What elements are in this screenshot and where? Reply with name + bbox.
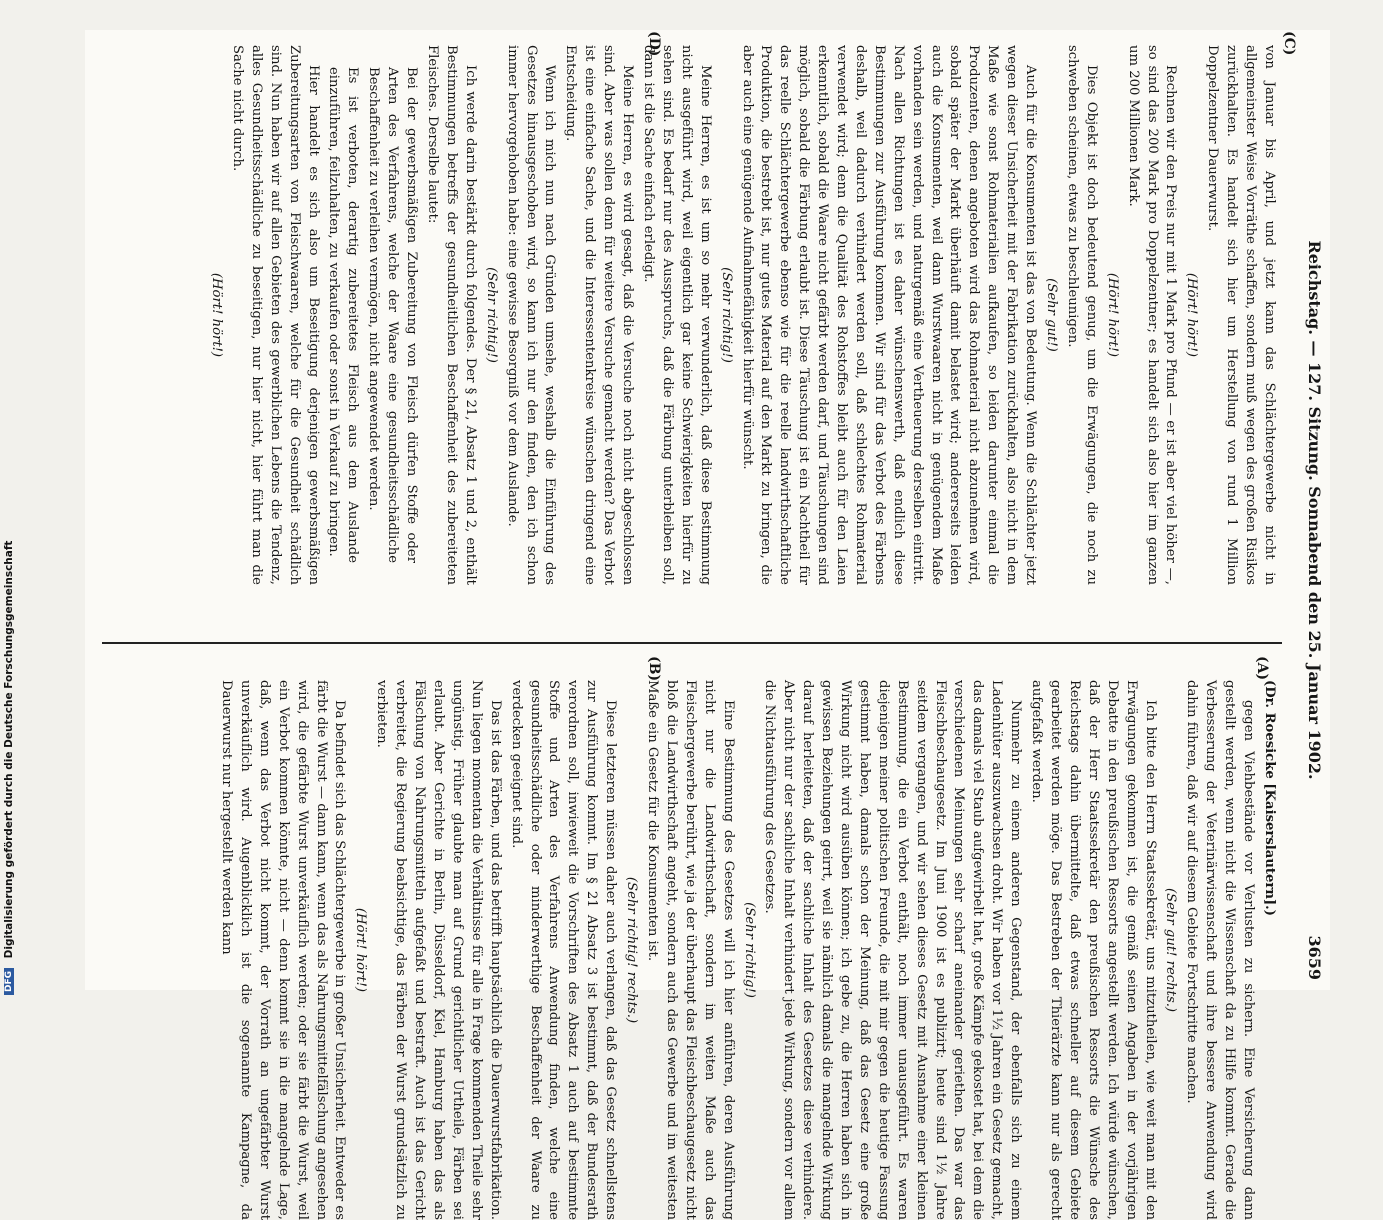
dfg-logo-icon: DFG (4, 968, 14, 995)
text-column-right (204, 45, 1278, 585)
paragraph: Eine Bestimmung des Gesetzes will ich hier anführen, deren Ausführung nicht nur die Landwirthschaft, sondern im weiten Maße auch das Fleischergewerbe berührt, wie ja der überhaupt das Fleischbeschaugesetz nicht bloß die Landwirthschaft angeht, sondern auch das Gewerbe und im weitesten Maße ein Gesetz für die Konsumenten ist. (645, 680, 736, 1220)
interjection: (Sehr richtig!) (718, 267, 734, 363)
text-column-left (214, 680, 1278, 1220)
interjection: (Hört! hört!) (353, 907, 369, 993)
paragraph: Auch für die Konsumenten ist das von Bedeutung. Wenn die Schlächter jetzt wegen dieser Unsicherheit mit der Fabrikation zurückhalten, also nicht in dem Maße wie sonst Rohmaterialien aufkaufen, so leiden darunter einmal die Produzenten, denen angeboten wird das Rohmaterial nicht abzunehmen wird, sobald später der Markt überhäuft damit belastet wird; andererseits leiden auch die Konsumenten, weil dann Wurstwaaren nicht in genügendem Maße vorhanden sein werden, und naturgemäß eine Vertheuerung derselben eintritt. Nach allen Richtungen ist es daher wünschenswerth, daß endlich diese Bestimmungen zur Ausführung kommen. Wir sind für das Verbot des Färbens deshalb, weil dadurch verhindert werden soll, daß schlechtes Rohmaterial verwendet wird; denn die Qualität des Rohstoffes bleibt auch für den Laien erkenntlich, sobald die Waare nicht gefärbt werden darf, und Täuschungen sind möglich, sobald die Färbung erlaubt ist. Diese Täuschung ist ein Nachtheil für das reelle Schlächtergewerbe ebenso wie für die reelle landwirthschaftliche Produktion, die bestrebt ist, nur gutes Material auf den Markt zu bringen, die aber auch eine genügende Aufnahmefähigkeit hierfür wünscht. (739, 45, 1039, 585)
paragraph: Rechnen wir den Preis nur mit 1 Mark pro Pfund — er ist aber viel höher —, so sind das 200 Mark pro Doppelzentner; es handelt sich also hier im ganzen um 200 Millionen Mark. (1125, 45, 1179, 585)
margin-marker-d: (D) (646, 31, 662, 57)
paragraph: Meine Herren, es ist um so mehr verwunderlich, daß diese Bestimmung nicht ausgeführt wird, weil eigentlich gar keine Schwierigkeiten hierfür zu sehen sind. Es bedarf nur des Ausspruchs, daß die Färbung unterbleiben soll, dann ist die Sache einfach erledigt. (641, 45, 713, 585)
scanned-page (85, 30, 1330, 1220)
paragraph: Meine Herren, es wird gesagt, daß die Versuche noch nicht abgeschlossen sind. Aber was sollen denn für weitere Versuche gemacht werden? Das Verbot ist eine einfache Sache, und die Interessentenkreise wünschen dringend eine Entscheidung. (563, 45, 636, 585)
banner-text: Digitalisierung gefördert durch die Deutsche Forschungsgemeinschaft (3, 540, 15, 959)
column-divider (102, 642, 1282, 644)
running-title: Reichstag. — 127. Sitzung. Sonnabend den 25. Januar 1902. (1305, 240, 1324, 780)
paragraph: Das ist das Färben, und das betrifft hauptsächlich die Dauerwurstfabrikation. Nun liegen momentan die Verhältnisse für alle in Frage kommenden Theile sehr ungünstig. Früher glaubte man auf Grund gerichtlicher Urtheile, Färben sei erlaubt. Aber Gerichte in Berlin, Düsseldorf, Kiel, Hamburg haben das als Fälschung von Nahrungsmitteln aufgefaßt und bestraft. Auch ist das Gericht verbreitet, die Regierung beabsichtige, das Färben der Wurst grundsätzlich zu verbieten. (374, 680, 503, 1220)
paragraph: Dies Objekt ist doch bedeutend genug, um die Erwägungen, die noch zu schweben scheinen, etwas zu beschleunigen. (1064, 45, 1099, 585)
paragraph: von Januar bis April, und jetzt kann das Schlächtergewerbe nicht in allgemeinster Weise Vorräthe schaffen, sondern muß wegen des großen Risikos zurückhalten. Es handelt sich hier um Herstellung von rund 1 Million Doppelzentner Dauerwurst. (1205, 45, 1277, 585)
margin-marker-a: (A) (1254, 656, 1270, 681)
paragraph: Nunmehr zu einem anderen Gegenstand, der ebenfalls sich zu einem Ladenhüter auszuwachsen droht. Wir haben vor 1½ Jahren ein Gesetz gemacht, das damals viel Staub aufgewirbelt hat, große Kämpfe gekostet hat, bei dem die verschiedenen Meinungen sehr scharf aneinander geriethen. Das war das Fleischbeschaugesetz. Im Juni 1900 ist es publizirt; heute sind 1½ Jahre seitdem vergangen, und wir sehen dieses Gesetz mit Ausnahme einer kleinen Bestimmung, die ein Verbot enthält, noch immer unausgeführt. Es waren diejenigen meiner politischen Freunde, die mit mir gegen die heutige Fassung gestimmt haben, damals schon der Meinung, daß das Gesetz eine große Wirkung nicht wird ausüben können; ich gebe zu, die Herren haben sich in gewissen Beziehungen geirrt, weil sie nämlich damals die mangelnde Wirkung darauf herleiteten, daß der sachliche Inhalt des Gesetzes diese verhindere. Aber nicht nur der sachliche Inhalt verhindert jede Wirkung, sondern vor allem die Nichtausführung des Gesetzes. (762, 680, 1024, 1220)
interjection: (Sehr gut! rechts.) (1163, 887, 1179, 1013)
interjection: (Sehr richtig!) (741, 902, 757, 998)
paragraph: Diese letzteren müssen daher auch verlangen, daß das Gesetz schnellstens zur Ausführung kommt. Im § 21 Absatz 3 ist bestimmt, daß der Bundesrath verordnen soll, inwieweit die Vorschriften des Absatz 1 auch auf bestimmte Stoffe und Arten des Verfahrens Anwendung finden, welche eine gesundheitsschädliche oder minderwerthige Beschaffenheit der Waare zu verdecken geeignet sind. (508, 680, 619, 1220)
digitization-banner (3, 145, 19, 995)
margin-marker-b: (B) (646, 656, 662, 682)
quoted-law-text: Bei der gewerbsmäßigen Zubereitung von Fleisch dürfen Stoffe oder Arten des Verfahrens, welche der Waare eine gesundheitsschädliche Beschaffenheit zu verleihen vermögen, nicht angewendet werden. (366, 67, 420, 563)
paragraph: Wenn ich mich nun nach Gründen umsehe, weshalb die Einführung des Gesetzes hinausgeschoben wird, so kann ich nur den finden, den ich schon immer hervorgehoben habe: eine gewisse Besorgniß vor dem Auslande. (504, 45, 558, 585)
interjection: (Hört! hört!) (1184, 272, 1200, 358)
interjection: (Sehr gut!) (1044, 278, 1060, 352)
paragraph: Hier handelt es sich also um Beseitigung derjenigen gewerbsmäßigen Zubereitungsarten von Fleischwaaren, welche für die Gesundheit schädlich sind. Nun haben wir auf allen Gebieten des gewerblichen Lebens die Tendenz, alles Gesundheitsschädliche zu beseitigen, nur hier nicht, hier führt man die Sache nicht durch. (229, 45, 321, 585)
paragraph: Ich werde darin bestärkt durch folgendes. Der § 21, Absatz 1 und 2, enthält Bestimmungen betreffs der gesundheitlichen Beschaffenheit des zubereiteten Fleisches. Derselbe lautet: (425, 45, 478, 585)
paragraph: Ich bitte den Herrn Staatssekretär, uns mitzutheilen, wie weit man mit den Erwägungen gekommen ist, die gemäß seinen Angaben in der vorjährigen Debatte in den preußischen Ressorts angestellt werden. Ich würde wünschen, daß der Herr Staatssekretär den preußischen Ressorts die Wünsche des Reichstags dahin übermittelte, daß etwas schneller auf diesem Gebiete gearbeitet werden möge. Das Bestreben der Thierärzte kann nur als gerecht aufgefaßt werden. (1029, 680, 1158, 1220)
interjection: (Hört! hört!) (1104, 272, 1120, 358)
page-header (1296, 30, 1330, 990)
speaker-name: (Dr. Roesicke [Kaiserslautern].) (1262, 680, 1277, 916)
paragraph: Da befindet sich das Schlächtergewerbe in großer Unsicherheit. Entweder es färbt die Wurst — dann kann, wenn das als Nahrungsmittelfälschung angesehen wird, die gefärbte Wurst unverkäuflich werden; oder sie färbt die Wurst, weil ein Verbot kommen könnte, nicht — denn kommt sie in die mangelnde Lage, daß, wenn das Verbot nicht kommt, der Vorrath an ungefärbter Wurst unverkäuflich wird. Augenblicklich ist die sogenannte Kampagne, da Dauerwurst nur hergestellt werden kann (219, 680, 348, 1220)
interjection: (Hört! hört!) (209, 272, 225, 358)
page-number: 3659 (1305, 935, 1324, 980)
margin-marker-c: (C) (1281, 31, 1297, 56)
interjection: (Sehr richtig! rechts.) (624, 876, 640, 1024)
interjection: (Sehr richtig!) (483, 267, 499, 363)
paragraph: gegen Viehbestände vor Verlusten zu sichern. Eine Versicherung dann gestellt werden, wenn nicht die Wissenschaft da zu Hilfe kommt. Gerade die Verbesserung der Veterinärwissenschaft und ihre bessere Anwendung wird dahin führen, daß wir auf diesem Gebiete Fortschritte machen. (1184, 680, 1257, 1220)
quoted-law-text: Es ist verboten, derartig zubereitetes Fleisch aus dem Auslande einzuführen, feilzuhalten, zu verkaufen oder sonst in Verkauf zu bringen. (326, 67, 361, 563)
